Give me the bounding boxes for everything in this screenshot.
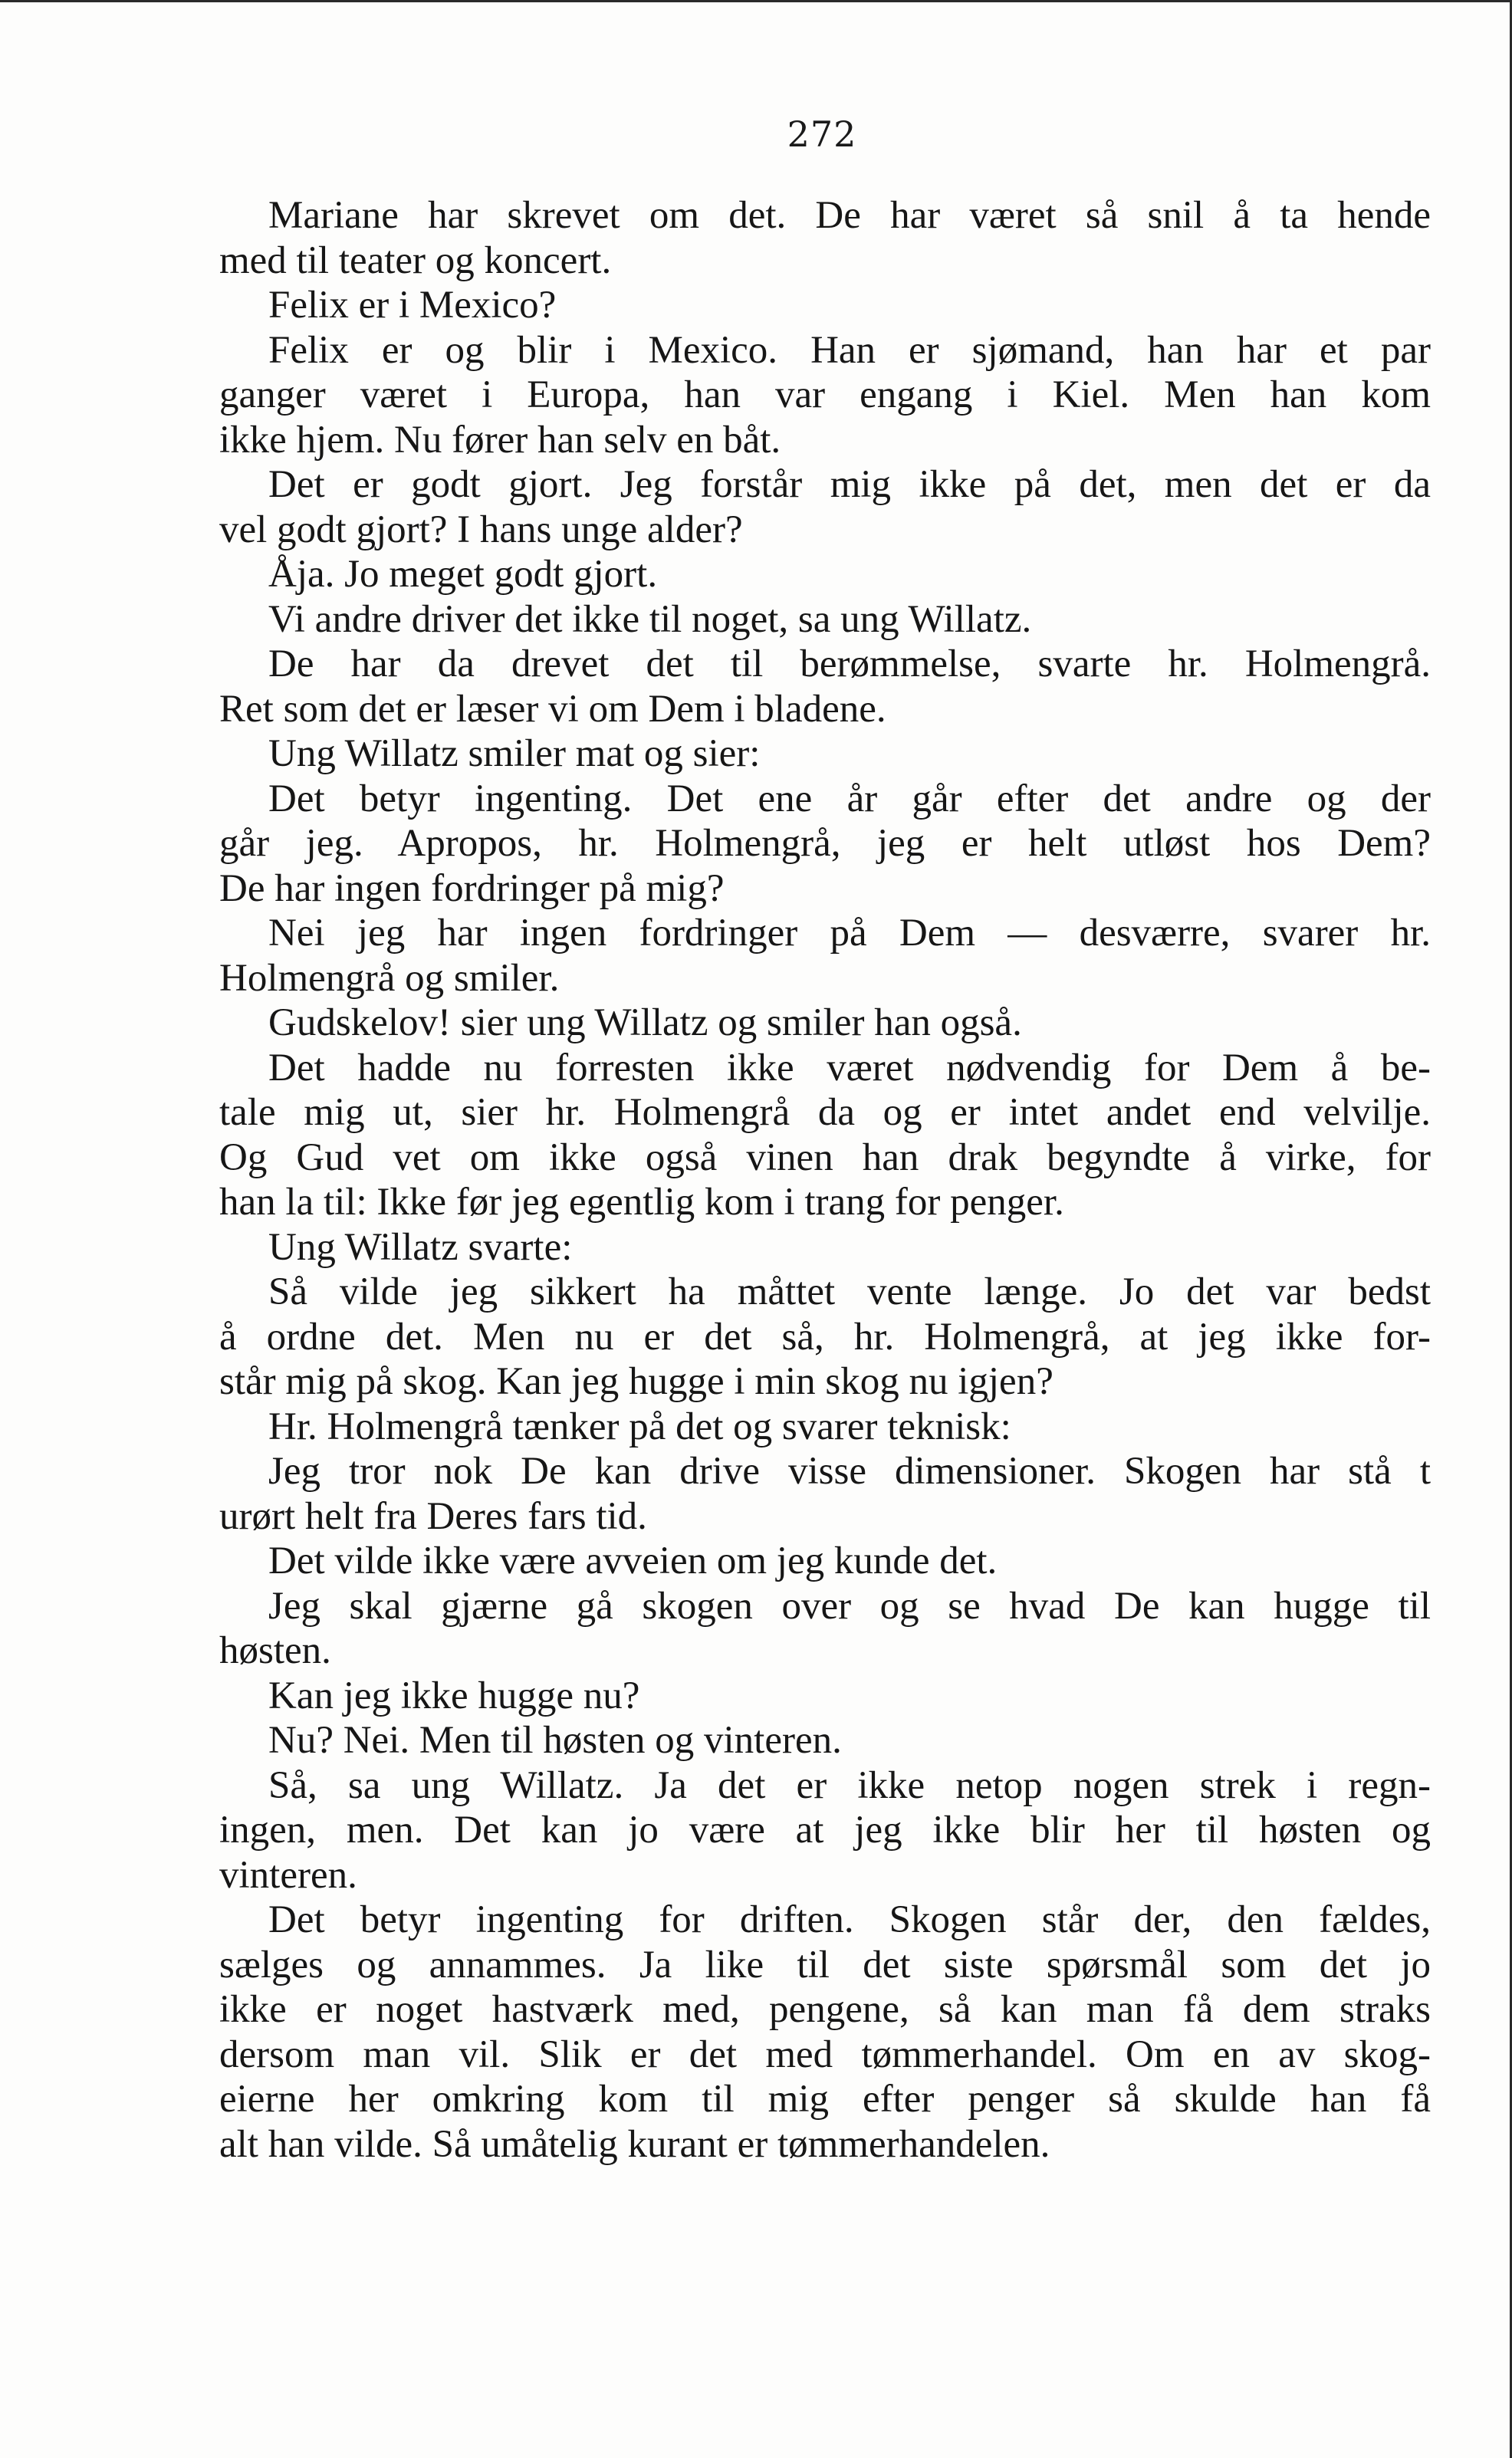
text-line: Det betyr ingenting. Det ene år går efter det andre og der xyxy=(268,777,1431,820)
text-line: Ung Willatz smiler mat og sier: xyxy=(268,732,761,775)
text-line: Så vilde jeg sikkert ha måttet vente længe. Jo det var bedst xyxy=(268,1270,1431,1313)
text-line: sælges og annammes. Ja like til det siste spørsmål som det jo xyxy=(219,1943,1431,1986)
text-line: Så, sa ung Willatz. Ja det er ikke netop nogen strek i regn- xyxy=(268,1763,1431,1807)
page-edge-top xyxy=(0,0,1512,2)
text-line: Nei jeg har ingen fordringer på Dem — desværre, svarer hr. xyxy=(268,912,1431,955)
text-line: De har ingen fordringer på mig? xyxy=(219,866,725,910)
text-line: går jeg. Apropos, hr. Holmengrå, jeg er helt utløst hos Dem? xyxy=(219,822,1431,865)
text-line: alt han vilde. Så umåtelig kurant er tømmerhandelen. xyxy=(219,2122,1050,2166)
text-line: Ung Willatz svarte: xyxy=(268,1225,573,1269)
text-line: Kan jeg ikke hugge nu? xyxy=(268,1674,640,1717)
text-line: Det betyr ingenting for driften. Skogen står der, den fældes, xyxy=(268,1898,1431,1941)
text-line: eierne her omkring kom til mig efter penger så skulde han få xyxy=(219,2078,1431,2121)
text-line: vinteren. xyxy=(219,1853,357,1897)
text-line: Felix er og blir i Mexico. Han er sjømand, han har et par xyxy=(268,328,1431,372)
text-line: Ret som det er læser vi om Dem i bladene. xyxy=(219,687,886,731)
text-line: Det er godt gjort. Jeg forstår mig ikke på det, men det er da xyxy=(268,463,1431,506)
text-line: Jeg skal gjærne gå skogen over og se hvad De kan hugge til xyxy=(268,1584,1431,1628)
text-line: Det hadde nu forresten ikke været nødvendig for Dem å be- xyxy=(268,1046,1431,1089)
body-text xyxy=(219,193,1431,2167)
text-line: ikke hjem. Nu fører han selv en båt. xyxy=(219,418,781,462)
text-line: står mig på skog. Kan jeg hugge i min skog nu igjen? xyxy=(219,1360,1053,1403)
text-line: Vi andre driver det ikke til noget, sa ung Willatz. xyxy=(268,597,1032,641)
text-line: Nu? Nei. Men til høsten og vinteren. xyxy=(268,1719,842,1762)
text-line: høsten. xyxy=(219,1629,331,1672)
text-line: De har da drevet det til berømmelse, svarte hr. Holmengrå. xyxy=(268,642,1431,685)
page-number: 272 xyxy=(787,113,857,155)
text-line: ingen, men. Det kan jo være at jeg ikke blir her til høsten og xyxy=(219,1809,1431,1852)
text-line: å ordne det. Men nu er det så, hr. Holmengrå, at jeg ikke for- xyxy=(219,1315,1431,1359)
text-line: Holmengrå og smiler. xyxy=(219,956,560,1000)
text-line: Jeg tror nok De kan drive visse dimensioner. Skogen har stå t xyxy=(268,1450,1431,1493)
text-line: med til teater og koncert. xyxy=(219,238,612,282)
text-line: Og Gud vet om ikke også vinen han drak begyndte å virke, for xyxy=(219,1135,1431,1179)
text-line: ikke er noget hastværk med, pengene, så kan man få dem straks xyxy=(219,1988,1431,2031)
text-line: ganger været i Europa, han var engang i Kiel. Men han kom xyxy=(219,373,1431,416)
text-line: dersom man vil. Slik er det med tømmerhandel. Om en av skog- xyxy=(219,2032,1431,2076)
text-line: vel godt gjort? I hans unge alder? xyxy=(219,508,743,551)
text-line: Hr. Holmengrå tænker på det og svarer teknisk: xyxy=(268,1405,1011,1448)
text-line: Gudskelov! sier ung Willatz og smiler han også. xyxy=(268,1001,1022,1044)
text-line: urørt helt fra Deres fars tid. xyxy=(219,1494,647,1538)
text-line: han la til: Ikke før jeg egentlig kom i trang for penger. xyxy=(219,1181,1064,1224)
text-line: Felix er i Mexico? xyxy=(268,284,557,327)
text-line: Mariane har skrevet om det. De har været så snil å ta hende xyxy=(268,194,1431,237)
text-line: Det vilde ikke være avveien om jeg kunde det. xyxy=(268,1540,998,1582)
text-line: tale mig ut, sier hr. Holmengrå da og er intet andet end velvilje. xyxy=(219,1091,1431,1134)
text-line: Åja. Jo meget godt gjort. xyxy=(268,553,658,596)
